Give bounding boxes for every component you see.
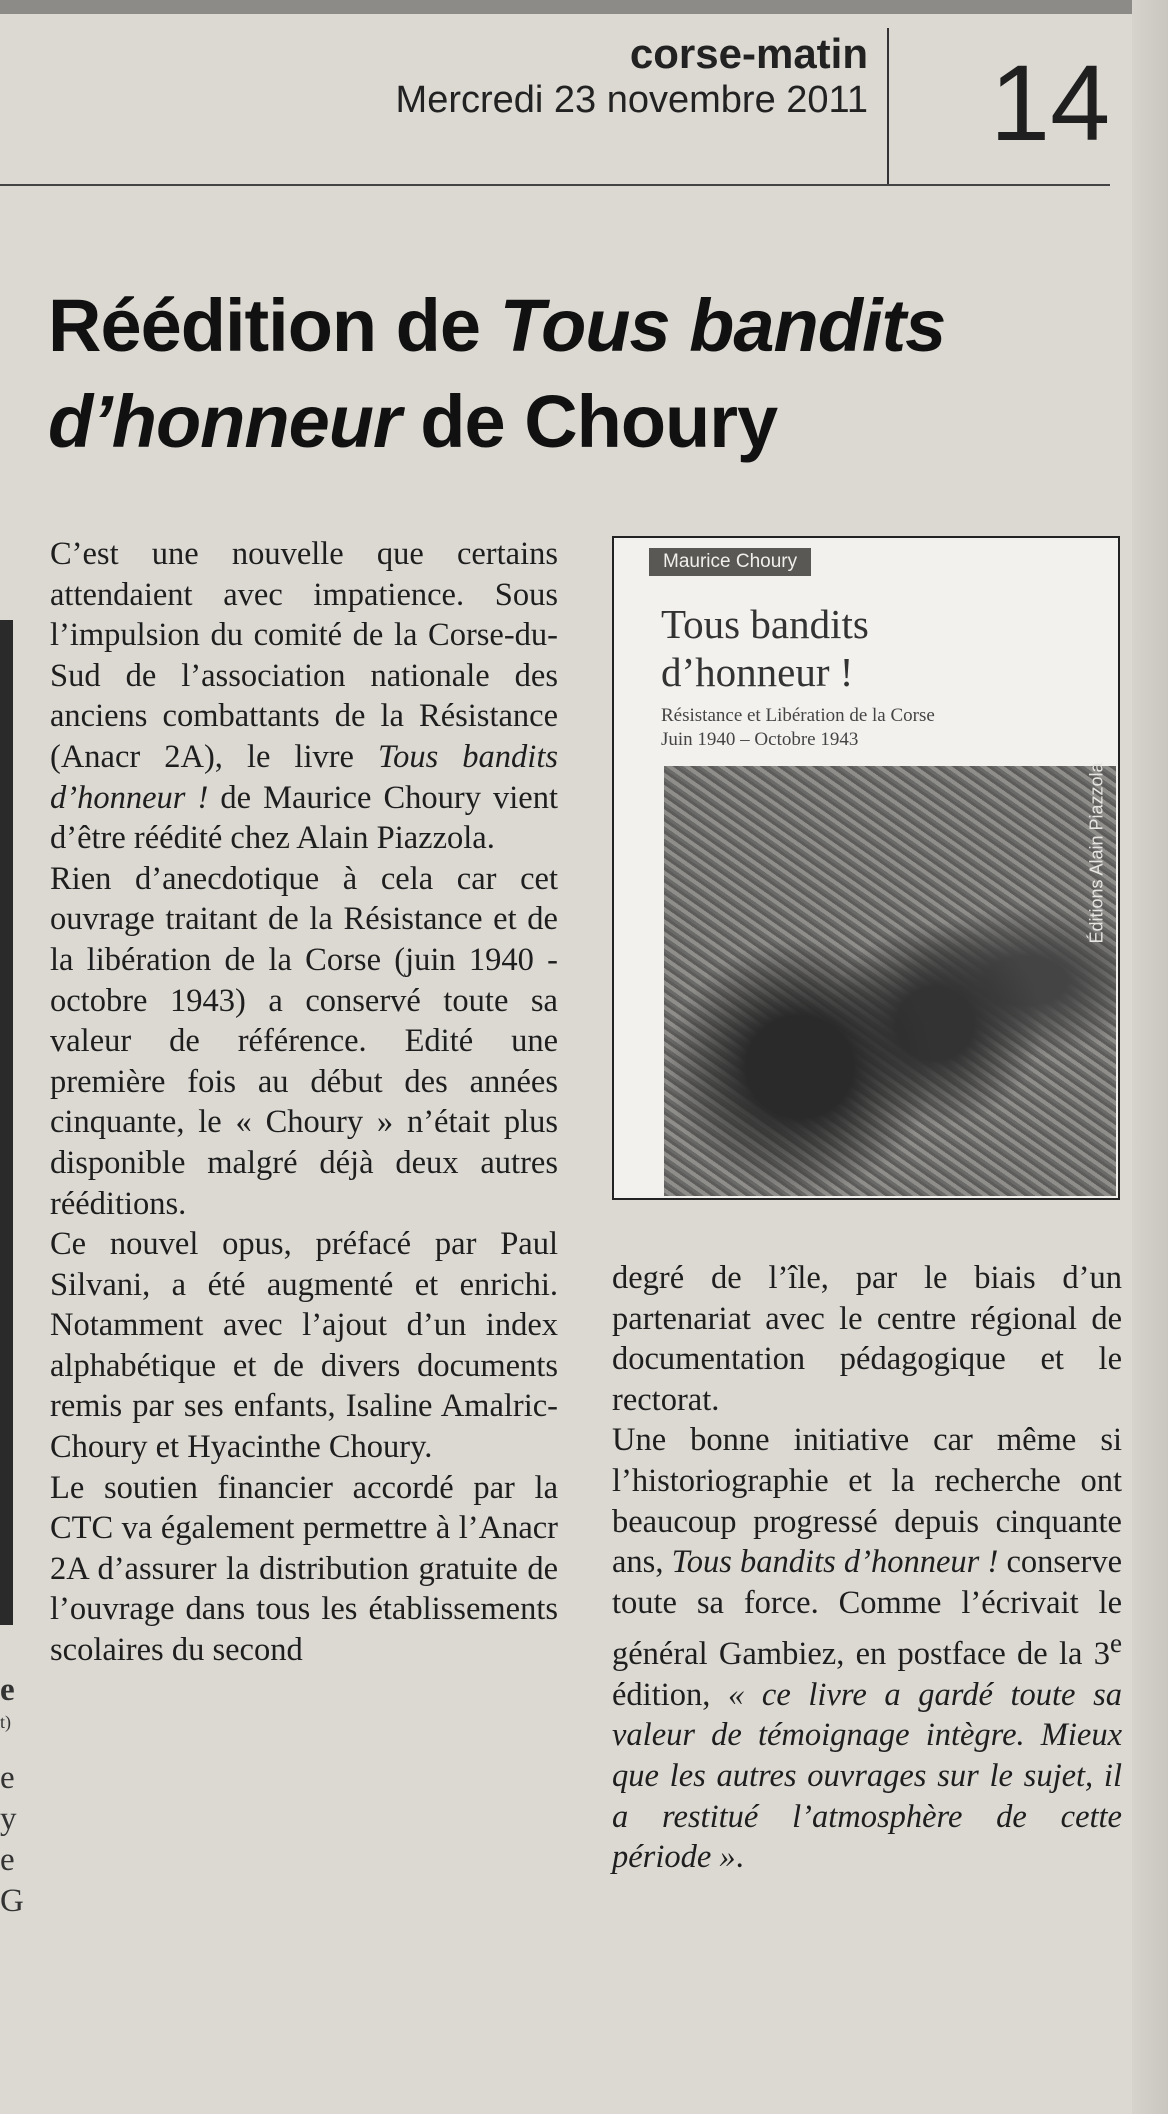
cover-publisher-label [1082, 738, 1112, 968]
paragraph-text: édition, [612, 1676, 729, 1713]
cover-subtitle-line-1: Résistance et Libération de la Corse [661, 705, 935, 726]
cover-title [661, 600, 869, 696]
article-paragraph-2: Rien d’anecdotique à cela car cet ouvrage traitant de la Résistance et de la libération de la Corse (juin 1940 - octobre 1943) a conservé toute sa valeur de référence. Edité une première fois au début des années cinquante, le « Choury » n’était plus disponible malgré déjà deux autres rééditions. [50, 860, 558, 1222]
book-title-italic: Tous bandits d’honneur ! [671, 1544, 999, 1581]
adjacent-text-fragment: y [0, 1801, 17, 1837]
page-number: 14 [990, 42, 1111, 163]
ordinal-superscript: e [1109, 1628, 1122, 1659]
paragraph-text: . [735, 1839, 744, 1876]
headline-italic-title-2: d’honneur [48, 380, 401, 463]
book-cover-image [612, 536, 1120, 1200]
article-column-2 [612, 1258, 1122, 1878]
paragraph-text: C’est une nouvelle que certains attendaient avec impatience. Sous l’impulsion du comité de la Corse-du-Sud de l’association nationale des anciens combattants de la Résistance (Anacr 2A), le livre [50, 536, 558, 775]
book-title-italic: Tous bandits d’honneur ! [50, 738, 558, 816]
article-headline [48, 278, 1108, 470]
article-paragraph-4-end: degré de l’île, par le biais d’un partenariat avec le centre régional de documentation pédagogique et le rectorat. [612, 1260, 1122, 1418]
article-paragraph-3: Ce nouvel opus, préfacé par Paul Silvani, a été augmenté et enrichi. Notamment avec l’ajout d’un index alphabétique et de divers documents remis par ses enfants, Isaline Amalric-Choury et Hyacinthe Choury. [50, 1226, 558, 1466]
adjacent-text-fragment: G [0, 1883, 24, 1919]
article-column-1 [50, 534, 558, 1671]
article-paragraph-1 [50, 534, 558, 859]
publication-date: Mercredi 23 novembre 2011 [395, 79, 868, 121]
headline-part-2: de Choury [400, 380, 778, 463]
masthead-divider [887, 28, 889, 185]
headline-part-1: Réédition de [48, 284, 500, 367]
adjacent-text-fragment: e [0, 1842, 15, 1878]
page-right-edge [1132, 0, 1168, 2114]
paragraph-text: Une bonne initiative car même si l’historiographie et la recherche ont beaucoup progressé depuis cinquante ans, [612, 1422, 1122, 1581]
article-paragraph-5 [612, 1420, 1122, 1877]
article-paragraph-4-start: Le soutien financier accordé par la CTC va également permettre à l’Anacr 2A d’assurer la distribution gratuite de l’ouvrage dans tous les établissements scolaires du second [50, 1469, 558, 1669]
cover-title-line-2: d’honneur ! [661, 649, 854, 695]
cover-subtitle [661, 704, 1101, 752]
publication-name: corse-matin [629, 30, 868, 77]
cover-photo-resistance-fighters [664, 766, 1116, 1196]
cover-publisher-text: Éditions Alain Piazzola [1086, 762, 1107, 944]
paragraph-text: conserve toute sa force. Comme l’écrivait le général Gambiez, en postface de la 3 [612, 1544, 1122, 1673]
cover-title-line-1: Tous bandits [661, 601, 869, 647]
headline-italic-title-1: Tous bandits [499, 284, 946, 367]
adjacent-article-bar [0, 620, 13, 1625]
adjacent-text-fragment: e [0, 1672, 15, 1708]
adjacent-text-fragment: e [0, 1760, 15, 1796]
page-top-strip [0, 0, 1168, 14]
cover-author: Maurice Choury [649, 548, 811, 576]
cover-subtitle-line-2: Juin 1940 – Octobre 1943 [661, 729, 859, 750]
masthead-rule [0, 184, 1110, 186]
adjacent-text-fragment: t) [0, 1712, 11, 1732]
masthead [396, 30, 868, 122]
gambiez-quote: « ce livre a gardé toute sa valeur de témoignage intègre. Mieux que les autres ouvrages sur le sujet, il a restitué l’atmosphère de cette période » [612, 1676, 1123, 1876]
paragraph-text: de Maurice Choury vient d’être réédité chez Alain Piazzola. [50, 779, 559, 857]
